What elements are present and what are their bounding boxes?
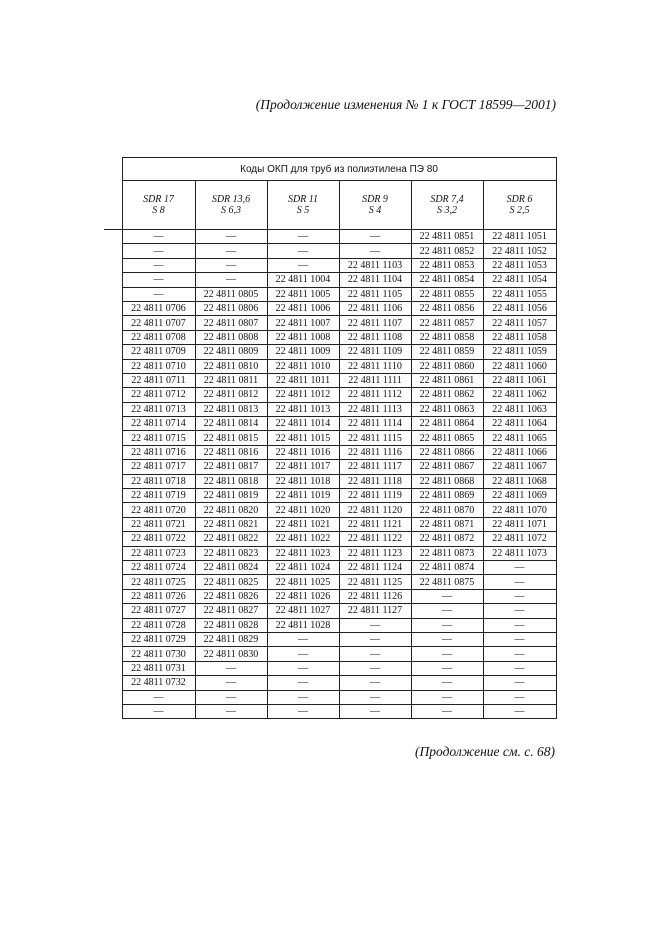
table-cell: 22 4811 0875 (411, 575, 483, 589)
table-cell: 22 4811 1070 (483, 503, 556, 517)
s-label: S 5 (296, 205, 310, 216)
column-header (483, 181, 556, 230)
table-cell: 22 4811 1061 (483, 373, 556, 387)
table-cell: 22 4811 1067 (483, 460, 556, 474)
table-row (104, 517, 556, 531)
table-cell: 22 4811 0827 (195, 604, 267, 618)
table-cell: 22 4811 1019 (267, 489, 339, 503)
table-cell: 22 4811 0851 (411, 230, 483, 244)
s-label: S 8 (152, 205, 165, 216)
table-cell: 22 4811 1057 (483, 316, 556, 330)
table-cell: 22 4811 0730 (122, 647, 195, 661)
table-cell: — (411, 647, 483, 661)
column-header (339, 181, 411, 230)
table-row (104, 632, 556, 646)
table-cell: 22 4811 1023 (267, 546, 339, 560)
table-cell: 22 4811 0862 (411, 388, 483, 402)
table-row (104, 388, 556, 402)
s-label: S 3,2 (437, 205, 457, 216)
table-cell: — (267, 647, 339, 661)
table-row (104, 489, 556, 503)
table-cell: 22 4811 1072 (483, 532, 556, 546)
table-cell: — (339, 632, 411, 646)
table-cell: 22 4811 0854 (411, 273, 483, 287)
table-cell: 22 4811 0726 (122, 589, 195, 603)
table-cell: 22 4811 1117 (339, 460, 411, 474)
table-row (104, 661, 556, 675)
table-cell: 22 4811 1063 (483, 402, 556, 416)
table-cell: 22 4811 0806 (195, 301, 267, 315)
table-cell: 22 4811 1018 (267, 474, 339, 488)
table-cell: — (267, 704, 339, 718)
table-cell: 22 4811 1056 (483, 301, 556, 315)
table-cell: 22 4811 0721 (122, 517, 195, 531)
table-cell: 22 4811 0828 (195, 618, 267, 632)
table-cell: 22 4811 1115 (339, 431, 411, 445)
table-cell: — (195, 258, 267, 272)
table-cell: — (195, 273, 267, 287)
table-cell: — (122, 704, 195, 718)
table-cell: 22 4811 0714 (122, 417, 195, 431)
column-header (267, 181, 339, 230)
table-cell: 22 4811 0718 (122, 474, 195, 488)
table-cell: 22 4811 0870 (411, 503, 483, 517)
table-cell: 22 4811 1114 (339, 417, 411, 431)
table-cell: 22 4811 0859 (411, 345, 483, 359)
table-cell: 22 4811 0715 (122, 431, 195, 445)
table-row (104, 676, 556, 690)
table-cell: — (483, 604, 556, 618)
table-cell: 22 4811 1062 (483, 388, 556, 402)
table-row (104, 704, 556, 718)
table-row (104, 532, 556, 546)
table-cell: 22 4811 1113 (339, 402, 411, 416)
s-label: S 4 (368, 205, 382, 216)
table-cell: 22 4811 1124 (339, 560, 411, 574)
table-cell: 22 4811 1012 (267, 388, 339, 402)
table-cell: — (195, 661, 267, 675)
table-cell: — (483, 690, 556, 704)
table-cell: 22 4811 1014 (267, 417, 339, 431)
table-cell: 22 4811 0824 (195, 560, 267, 574)
table-cell: 22 4811 0810 (195, 359, 267, 373)
table-cell: 22 4811 0813 (195, 402, 267, 416)
table-cell: 22 4811 1022 (267, 532, 339, 546)
table-cell: 22 4811 1053 (483, 258, 556, 272)
table-row (104, 690, 556, 704)
table-row (104, 316, 556, 330)
table-cell: 22 4811 1122 (339, 532, 411, 546)
table-cell: 22 4811 0858 (411, 330, 483, 344)
table-cell: — (339, 676, 411, 690)
table-row (104, 345, 556, 359)
table-cell: 22 4811 1121 (339, 517, 411, 531)
table-cell: 22 4811 1073 (483, 546, 556, 560)
table-cell: 22 4811 1064 (483, 417, 556, 431)
table-row (104, 460, 556, 474)
table-row (104, 330, 556, 344)
table-cell: — (339, 647, 411, 661)
table-cell: — (122, 690, 195, 704)
table-body (104, 230, 556, 719)
table-cell: — (483, 647, 556, 661)
table-cell: 22 4811 0852 (411, 244, 483, 258)
sdr-label: SDR 13,6 (211, 194, 251, 205)
column-header (122, 181, 195, 230)
table-cell: 22 4811 1017 (267, 460, 339, 474)
table-cell: 22 4811 0805 (195, 287, 267, 301)
sdr-label: SDR 6 (506, 194, 533, 205)
table-cell: 22 4811 0709 (122, 345, 195, 359)
sdr-label: SDR 9 (362, 194, 388, 205)
table-row (104, 445, 556, 459)
table-cell: 22 4811 0873 (411, 546, 483, 560)
table-row (104, 546, 556, 560)
table-cell: 22 4811 1118 (339, 474, 411, 488)
table-title: Коды ОКП для труб из полиэтилена ПЭ 80 (122, 158, 556, 181)
table-cell: 22 4811 1028 (267, 618, 339, 632)
table-cell: 22 4811 1123 (339, 546, 411, 560)
blank-side-cell (104, 230, 122, 719)
table-cell: 22 4811 0729 (122, 632, 195, 646)
table-cell: — (411, 676, 483, 690)
table-cell: 22 4811 1066 (483, 445, 556, 459)
table-row (104, 273, 556, 287)
table-cell: 22 4811 1025 (267, 575, 339, 589)
table-cell: 22 4811 0728 (122, 618, 195, 632)
table-row (104, 618, 556, 632)
table-cell: 22 4811 1120 (339, 503, 411, 517)
table-cell: 22 4811 0816 (195, 445, 267, 459)
table-cell: — (483, 632, 556, 646)
table-cell: 22 4811 0871 (411, 517, 483, 531)
table-cell: 22 4811 1105 (339, 287, 411, 301)
table-cell: 22 4811 0857 (411, 316, 483, 330)
table-cell: 22 4811 0711 (122, 373, 195, 387)
table-cell: 22 4811 0713 (122, 402, 195, 416)
table-cell: 22 4811 0823 (195, 546, 267, 560)
table-cell: 22 4811 1110 (339, 359, 411, 373)
table-cell: 22 4811 0829 (195, 632, 267, 646)
table-row (104, 287, 556, 301)
table-cell: 22 4811 0707 (122, 316, 195, 330)
continuation-header-note: (Продолжение изменения № 1 к ГОСТ 18599—2001) (255, 97, 556, 112)
table-cell: 22 4811 0807 (195, 316, 267, 330)
table-cell: 22 4811 0731 (122, 661, 195, 675)
table-cell: 22 4811 1021 (267, 517, 339, 531)
table-cell: 22 4811 1104 (339, 273, 411, 287)
table-cell: 22 4811 1054 (483, 273, 556, 287)
continuation-footer-note: (Продолжение см. с. 68) (415, 744, 555, 759)
table-row (104, 230, 556, 244)
table-cell: 22 4811 0863 (411, 402, 483, 416)
table-cell: 22 4811 1016 (267, 445, 339, 459)
table-cell: 22 4811 0732 (122, 676, 195, 690)
table-cell: — (267, 690, 339, 704)
table-cell: 22 4811 1106 (339, 301, 411, 315)
table-cell: 22 4811 0821 (195, 517, 267, 531)
table-cell: 22 4811 1024 (267, 560, 339, 574)
table-cell: 22 4811 1071 (483, 517, 556, 531)
table-row (104, 258, 556, 272)
table-cell: — (483, 676, 556, 690)
table-row (104, 474, 556, 488)
table-cell: — (339, 690, 411, 704)
table-cell: 22 4811 0725 (122, 575, 195, 589)
table-cell: 22 4811 0809 (195, 345, 267, 359)
table-cell: 22 4811 0822 (195, 532, 267, 546)
table-cell: 22 4811 0874 (411, 560, 483, 574)
table-cell: 22 4811 0865 (411, 431, 483, 445)
table-cell: 22 4811 0811 (195, 373, 267, 387)
table-cell: 22 4811 0868 (411, 474, 483, 488)
table-cell: — (122, 287, 195, 301)
table-cell: 22 4811 1059 (483, 345, 556, 359)
table-cell: 22 4811 0867 (411, 460, 483, 474)
table-cell: — (339, 704, 411, 718)
table-cell: 22 4811 0724 (122, 560, 195, 574)
table-cell: 22 4811 0708 (122, 330, 195, 344)
table-cell: — (483, 560, 556, 574)
table-row (104, 431, 556, 445)
table-cell: — (122, 230, 195, 244)
table-cell: 22 4811 0815 (195, 431, 267, 445)
table-cell: — (339, 661, 411, 675)
table-cell: 22 4811 1013 (267, 402, 339, 416)
s-label: S 2,5 (509, 205, 530, 216)
table-cell: 22 4811 1111 (339, 373, 411, 387)
column-header (195, 181, 267, 230)
table-cell: 22 4811 1007 (267, 316, 339, 330)
table-cell: 22 4811 1119 (339, 489, 411, 503)
table-cell: 22 4811 1006 (267, 301, 339, 315)
table-cell: — (267, 632, 339, 646)
table-cell: 22 4811 0812 (195, 388, 267, 402)
table-cell: 22 4811 0712 (122, 388, 195, 402)
s-label: S 6,3 (221, 205, 241, 216)
table-cell: — (267, 661, 339, 675)
table-cell: 22 4811 1060 (483, 359, 556, 373)
table-row (104, 417, 556, 431)
table-row (104, 359, 556, 373)
table-cell: 22 4811 1010 (267, 359, 339, 373)
table-cell: 22 4811 0716 (122, 445, 195, 459)
table-cell: — (195, 690, 267, 704)
sdr-label: SDR 17 (143, 194, 174, 205)
table-cell: 22 4811 0830 (195, 647, 267, 661)
table-cell: 22 4811 0723 (122, 546, 195, 560)
table-cell: 22 4811 1009 (267, 345, 339, 359)
table-cell: 22 4811 0808 (195, 330, 267, 344)
table-cell: 22 4811 0817 (195, 460, 267, 474)
table-row (104, 604, 556, 618)
table-cell: — (122, 258, 195, 272)
table-cell: — (411, 704, 483, 718)
column-header (411, 181, 483, 230)
table-cell: 22 4811 1108 (339, 330, 411, 344)
table-cell: — (339, 230, 411, 244)
table-cell: 22 4811 1005 (267, 287, 339, 301)
table-cell: — (483, 589, 556, 603)
table-row (104, 244, 556, 258)
table-cell: 22 4811 0814 (195, 417, 267, 431)
table-cell: — (411, 618, 483, 632)
table-cell: — (483, 618, 556, 632)
table-cell: 22 4811 1103 (339, 258, 411, 272)
table-cell: — (411, 661, 483, 675)
table-cell: 22 4811 0710 (122, 359, 195, 373)
sdr-label: SDR 11 (287, 194, 319, 205)
table-cell: 22 4811 1026 (267, 589, 339, 603)
table-cell: 22 4811 0722 (122, 532, 195, 546)
table-cell: 22 4811 1068 (483, 474, 556, 488)
table-row (104, 373, 556, 387)
table-cell: 22 4811 1107 (339, 316, 411, 330)
table-cell: 22 4811 1069 (483, 489, 556, 503)
table-cell: 22 4811 1125 (339, 575, 411, 589)
table-cell: — (267, 244, 339, 258)
table-cell: 22 4811 1065 (483, 431, 556, 445)
table-cell: 22 4811 0853 (411, 258, 483, 272)
table-cell: 22 4811 0706 (122, 301, 195, 315)
table-row (104, 575, 556, 589)
table-cell: 22 4811 1011 (267, 373, 339, 387)
table-cell: — (267, 230, 339, 244)
table-cell: 22 4811 1004 (267, 273, 339, 287)
table-cell: — (122, 244, 195, 258)
table-cell: 22 4811 0717 (122, 460, 195, 474)
table-cell: 22 4811 1112 (339, 388, 411, 402)
table-cell: 22 4811 0720 (122, 503, 195, 517)
table-cell: — (267, 676, 339, 690)
table-cell: — (483, 661, 556, 675)
table-cell: 22 4811 1008 (267, 330, 339, 344)
table-cell: — (195, 704, 267, 718)
table-cell: 22 4811 0855 (411, 287, 483, 301)
table-cell: 22 4811 1055 (483, 287, 556, 301)
table-cell: — (411, 632, 483, 646)
table-cell: 22 4811 1015 (267, 431, 339, 445)
table-cell: 22 4811 1109 (339, 345, 411, 359)
table-cell: 22 4811 1051 (483, 230, 556, 244)
table-cell: — (411, 604, 483, 618)
table-cell: 22 4811 1058 (483, 330, 556, 344)
table-cell: 22 4811 0861 (411, 373, 483, 387)
table-cell: 22 4811 0819 (195, 489, 267, 503)
table-cell: 22 4811 0864 (411, 417, 483, 431)
table-cell: 22 4811 0826 (195, 589, 267, 603)
table-cell: — (411, 690, 483, 704)
table-cell: — (483, 575, 556, 589)
table-cell: 22 4811 0818 (195, 474, 267, 488)
table-cell: — (195, 244, 267, 258)
column-header-row (104, 181, 556, 230)
table-row (104, 503, 556, 517)
table-cell: — (195, 230, 267, 244)
table-cell: 22 4811 0856 (411, 301, 483, 315)
table-cell: 22 4811 0727 (122, 604, 195, 618)
table-cell: 22 4811 1127 (339, 604, 411, 618)
table-cell: — (411, 589, 483, 603)
table-cell: 22 4811 1027 (267, 604, 339, 618)
table-cell: 22 4811 1116 (339, 445, 411, 459)
table-cell: — (267, 258, 339, 272)
table-row (104, 589, 556, 603)
table-cell: — (483, 704, 556, 718)
table-cell: 22 4811 0825 (195, 575, 267, 589)
table-cell: — (339, 244, 411, 258)
table-row (104, 647, 556, 661)
table-row (104, 402, 556, 416)
table-cell: 22 4811 0872 (411, 532, 483, 546)
table-cell: 22 4811 0869 (411, 489, 483, 503)
table-cell: — (195, 676, 267, 690)
table-row (104, 301, 556, 315)
table-cell: 22 4811 0820 (195, 503, 267, 517)
table-cell: 22 4811 1126 (339, 589, 411, 603)
table-cell: — (122, 273, 195, 287)
sdr-label: SDR 7,4 (430, 194, 464, 205)
table-cell: 22 4811 1020 (267, 503, 339, 517)
table-cell: 22 4811 0866 (411, 445, 483, 459)
table-row (104, 560, 556, 574)
table-cell: 22 4811 0719 (122, 489, 195, 503)
okp-codes-table (104, 157, 557, 719)
blank-header-cell (104, 158, 122, 230)
table-cell: — (339, 618, 411, 632)
table-cell: 22 4811 1052 (483, 244, 556, 258)
table-cell: 22 4811 0860 (411, 359, 483, 373)
